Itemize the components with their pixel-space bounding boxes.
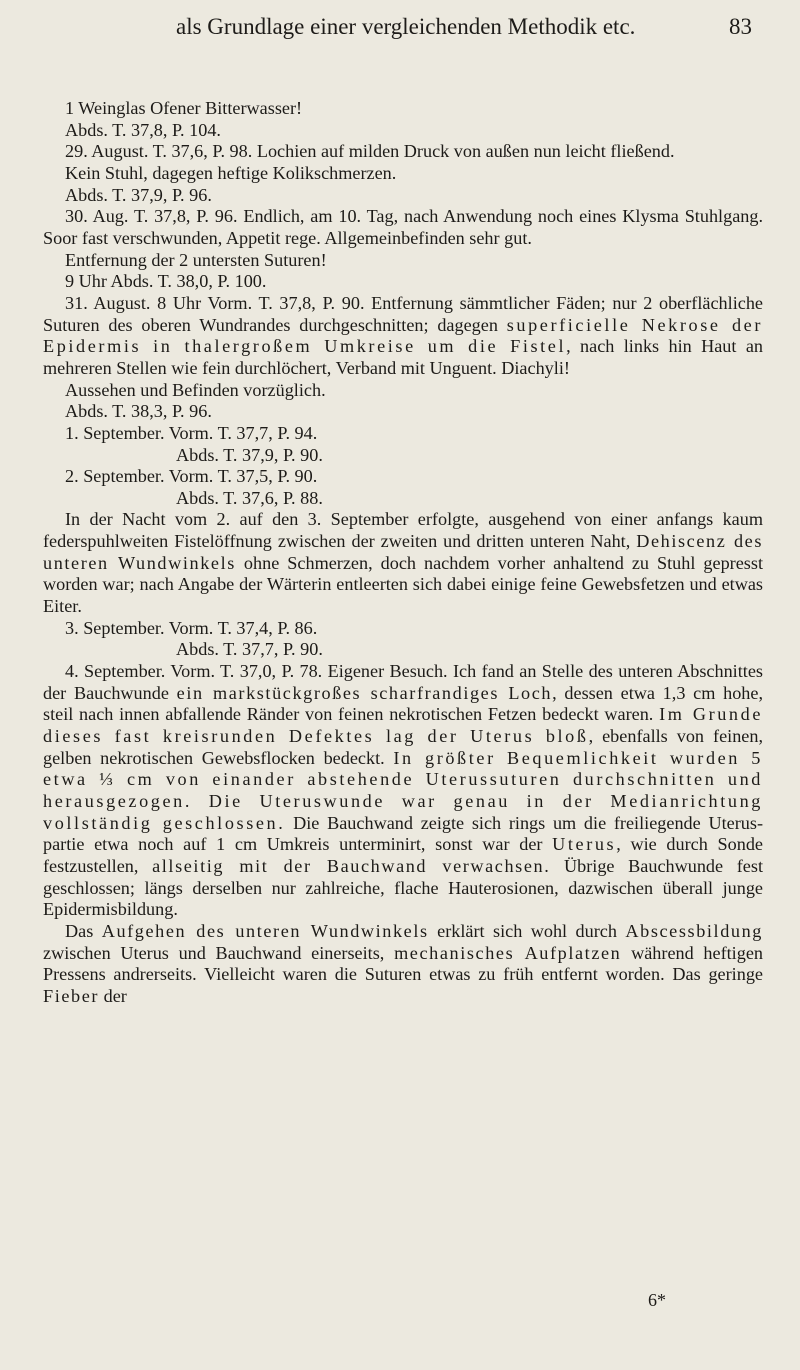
page-number: 83 <box>729 14 752 39</box>
text-line: Abds. T. 37,8, P. 104. <box>65 119 221 140</box>
text-line: Entfernung der 2 untersten Suturen! <box>65 249 327 270</box>
text-run: , wie durch Sonde festzustellen, <box>43 834 763 876</box>
spaced-emphasis: Abscessbildung <box>625 920 763 941</box>
text-line: Abds. T. 37,6, P. 88. <box>176 487 323 508</box>
text-run: In der Nacht vom 2. auf den 3. September erfolgte, ausgehend von einer anfangs kaum federspuhlweiten Fistelöffnung zwischen der zweiten und dritten unteren Naht, <box>43 509 763 552</box>
page-body <box>43 98 763 1008</box>
spaced-emphasis: ein markstückgroßes scharfrandiges Loch <box>176 682 553 703</box>
text-paragraph <box>43 293 763 380</box>
spaced-emphasis: mechanisches Aufplatzen <box>394 942 622 963</box>
spaced-emphasis: Dehiscenz des unteren Wundwinkels <box>43 531 764 573</box>
text-line: 1. September. Vorm. T. 37,7, P. 94. <box>65 422 318 443</box>
running-title: als Grundlage einer vergleichenden Methodik etc. <box>176 14 636 39</box>
spaced-emphasis: In größter Bequemlichkeit wurden 5 etwa ⅓ cm von einander abstehende Uterussuturen durchschnitten und herausgezogen. Die Uteruswunde war genau in der Medianrichtung vollständig geschlossen. <box>43 747 763 833</box>
spaced-emphasis: allseitig mit der Bauchwand verwachsen. <box>152 855 551 876</box>
text-paragraph <box>43 509 763 617</box>
text-run: erklärt sich wohl durch <box>428 920 626 941</box>
text-line: 3. September. Vorm. T. 37,4, P. 86. <box>65 617 318 638</box>
spaced-emphasis: Fieber <box>43 985 100 1006</box>
spaced-emphasis: superficielle Nekrose der Epidermis in thalergroßem Umkreise um die Fistel <box>43 314 763 357</box>
text-run: , ebenfalls von feinen, gelben nekrotischen Gewebsflocken bedeckt. <box>43 726 763 768</box>
text-line: 2. September. Vorm. T. 37,5, P. 90. <box>65 466 318 487</box>
text-run: während heftigen Pressens andrerseits. Vielleicht waren die Suturen etwas zu früh entfernt worden. Das geringe <box>43 942 763 985</box>
text-run: Das <box>65 920 102 941</box>
text-line: 9 Uhr Abds. T. 38,0, P. 100. <box>65 271 267 292</box>
text-run: der <box>99 985 127 1006</box>
page-header <box>176 14 760 48</box>
text-run: , dessen etwa 1,3 cm hohe, steil nach innen abfallende Ränder von feinen nekrotischen Fetzen bedeckt waren. <box>43 682 763 725</box>
text-line: Abds. T. 37,9, P. 96. <box>65 184 212 205</box>
signature-mark: 6* <box>648 1290 666 1310</box>
text-paragraph <box>43 921 763 1008</box>
spaced-emphasis: Im Grunde dieses fast kreisrunden Defektes lag der Uterus bloß <box>43 704 763 747</box>
text-line: Abds. T. 38,3, P. 96. <box>65 401 212 422</box>
text-paragraph: 30. Aug. T. 37,8, P. 96. Endlich, am 10. Tag, nach Anwendung noch eines Klysma Stuhlgang. Soor fast verschwunden, Appetit rege. Allgemeinbefinden sehr gut. <box>43 206 763 248</box>
text-run: 31. August. 8 Uhr Vorm. T. 37,8, P. 90. Entfernung sämmtlicher Fäden; nur 2 oberflächliche Suturen des oberen Wundrandes durchgeschnitten; dagegen <box>43 292 763 335</box>
text-paragraph <box>43 661 763 921</box>
text-line: Abds. T. 37,9, P. 90. <box>176 444 323 465</box>
text-line: Aussehen und Befinden vorzüglich. <box>65 379 326 400</box>
spaced-emphasis: Aufgehen des unteren Wundwinkels <box>101 920 429 941</box>
text-run: Übrige Bauchwunde fest geschlossen; längs derselben nur zahlreiche, flache Hauterosionen, dazwischen überall junge Epidermisbildung. <box>43 855 763 920</box>
text-line: Kein Stuhl, dagegen heftige Kolikschmerzen. <box>65 162 397 183</box>
text-run: ohne Schmerzen, doch nachdem vorher anhaltend zu Stuhl gepresst worden war; nach Angabe der Wärterin entleerten sich dabei einige feine Gewebsfetzen und etwas Eiter. <box>43 552 763 617</box>
text-line: Abds. T. 37,7, P. 90. <box>176 639 323 660</box>
text-paragraph: 29. August. T. 37,6, P. 98. Lochien auf milden Druck von außen nun leicht fließend. <box>65 141 675 162</box>
text-run: zwischen Uterus und Bauchwand einerseits, <box>43 942 395 963</box>
text-run: , nach links hin Haut an mehreren Stellen wie fein durchlöchert, Verband mit Unguent. Diachyli! <box>43 336 763 378</box>
text-run: 4. September. Vorm. T. 37,0, P. 78. Eigener Besuch. Ich fand an Stelle des unteren Abschnittes der Bauchwunde <box>43 661 763 703</box>
text-line: 1 Weinglas Ofener Bitterwasser! <box>65 98 303 118</box>
text-run: Die Bauchwand zeigte sich rings um die freiliegende Uteruspartie etwa noch auf 1 cm Umkreis unterminirt, sonst war der <box>43 812 763 855</box>
spaced-emphasis: Uterus <box>552 834 617 855</box>
